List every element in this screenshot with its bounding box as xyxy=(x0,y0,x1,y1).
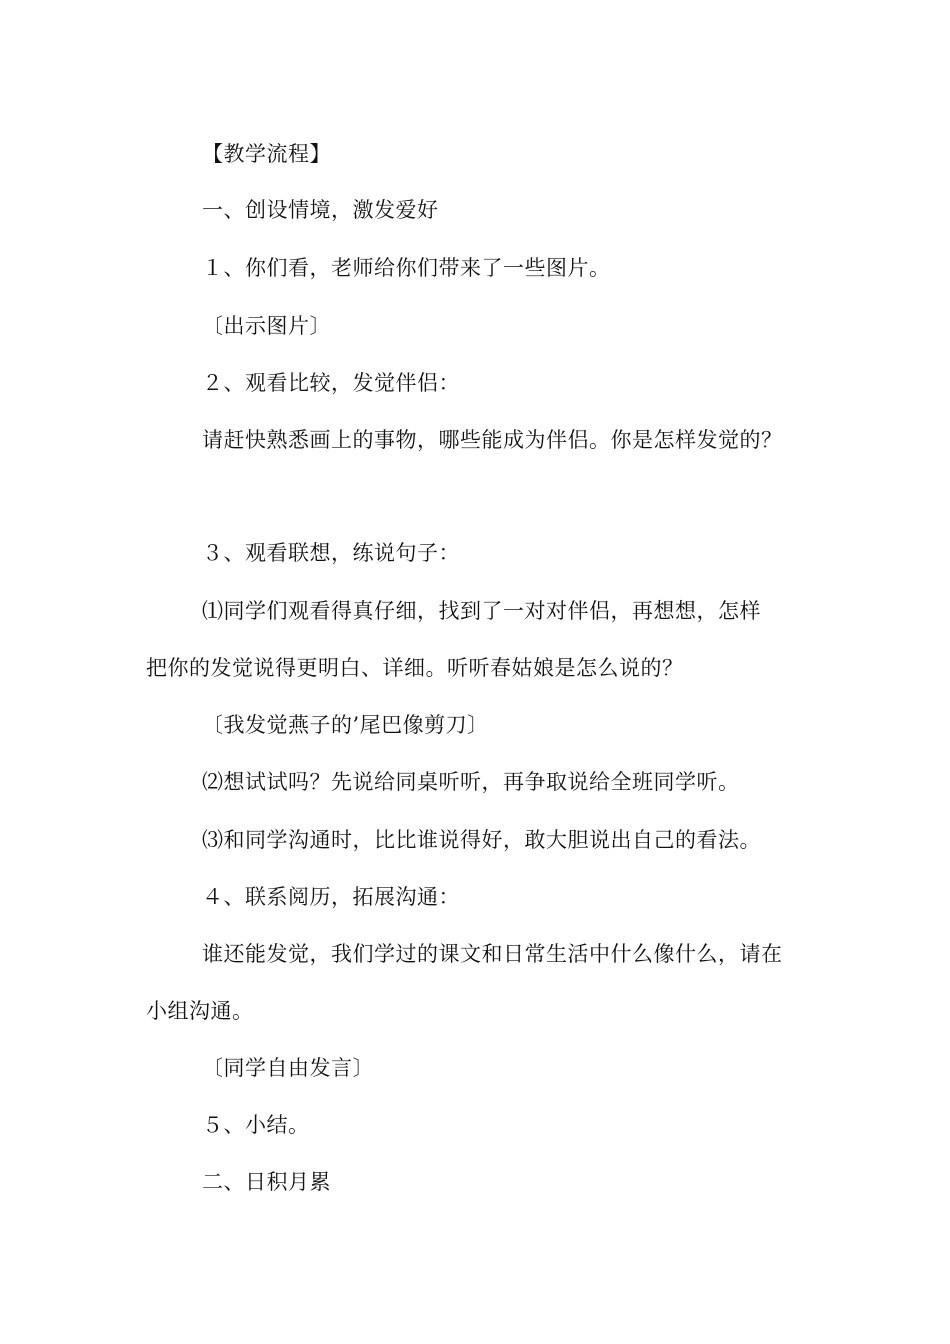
paragraph-item-3: ⑶和同学沟通时，比比谁说得好，敢大胆说出自己的看法。 xyxy=(202,828,761,852)
step-5-text: ５、小结。 xyxy=(202,1113,310,1137)
paragraph-item-2: ⑵想试试吗？先说给同桌听听，再争取说给全班同学听。 xyxy=(202,770,740,794)
section-title-daily-accumulation: 二、日积月累 xyxy=(202,1170,331,1194)
section-title-create-situation: 一、创设情境，激发爱好 xyxy=(202,198,439,222)
step-3-text: ３、观看联想，练说句子： xyxy=(202,541,460,565)
stage-note-show-pictures: 〔出示图片〕 xyxy=(202,314,331,338)
step-4-text: ４、联系阅历，拓展沟通： xyxy=(202,885,460,909)
paragraph-discover-line-1: 谁还能发觉，我们学过的课文和日常生活中什么像什么，请在 xyxy=(202,942,783,966)
step-1-text: １、你们看，老师给你们带来了一些图片。 xyxy=(202,256,611,280)
stage-note-free-speech: 〔同学自由发言〕 xyxy=(202,1056,374,1080)
step-2-text: ２、观看比较，发觉伴侣： xyxy=(202,371,460,395)
paragraph-item-1-line-1: ⑴同学们观看得真仔细，找到了一对对伴侣，再想想，怎样 xyxy=(202,599,761,623)
section-heading-teaching-process: 【教学流程】 xyxy=(202,142,331,166)
paragraph-recognize-partners: 请赶快熟悉画上的事物，哪些能成为伴侣。你是怎样发觉的？ xyxy=(202,428,783,452)
paragraph-item-1-line-2: 把你的发觉说得更明白、详细。听听春姑娘是怎么说的？ xyxy=(146,656,684,680)
stage-note-swallow-tail: 〔我发觉燕子的’尾巴像剪刀〕 xyxy=(202,713,489,737)
paragraph-discover-line-2: 小组沟通。 xyxy=(146,999,254,1023)
